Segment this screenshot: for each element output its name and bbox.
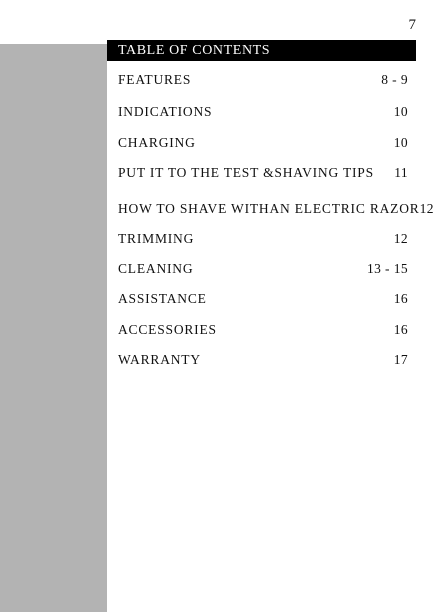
toc-title: TABLE OF CONTENTS	[118, 43, 271, 58]
toc-entry-label: ACCESSORIES	[118, 322, 217, 337]
toc-entry-label: TRIMMING	[118, 231, 195, 246]
toc-entry-label: ASSISTANCE	[118, 291, 207, 306]
page-number: 7	[408, 17, 416, 33]
toc-entry[interactable]	[118, 289, 408, 309]
toc-header	[107, 40, 416, 61]
toc-entry-page: 12	[393, 231, 408, 246]
toc-entry-label: HOW TO SHAVE WITHAN ELECTRIC RAZOR	[118, 201, 420, 216]
toc-entry[interactable]	[118, 259, 408, 279]
toc-entry-page: 10	[393, 135, 408, 150]
toc-entry-label: CHARGING	[118, 135, 196, 150]
toc-entry-page: 8 - 9	[381, 72, 408, 87]
side-band	[0, 44, 107, 612]
toc-entry-label: WARRANTY	[118, 352, 201, 367]
toc-entry[interactable]	[118, 199, 434, 219]
toc-entry-page: 16	[393, 291, 408, 306]
toc-entry[interactable]	[118, 350, 408, 370]
toc-entry[interactable]	[118, 229, 408, 249]
toc-entry-label: INDICATIONS	[118, 104, 213, 119]
toc-entry[interactable]	[118, 133, 408, 153]
toc-entry[interactable]	[118, 320, 408, 340]
toc-entry-page: 17	[393, 352, 408, 367]
toc-entry-page: 10	[393, 104, 408, 119]
toc-entry-label: PUT IT TO THE TEST &SHAVING TIPS	[118, 165, 374, 180]
toc-entry-page: 12	[419, 201, 434, 216]
toc-entry-label: CLEANING	[118, 261, 194, 276]
toc-entry-page: 16	[393, 322, 408, 337]
toc-entry-label: FEATURES	[118, 72, 192, 87]
toc-entry[interactable]	[118, 163, 408, 183]
toc-entry-page: 13 - 15	[366, 261, 408, 276]
toc-entry-page: 11	[394, 165, 408, 180]
toc-entry[interactable]	[118, 70, 408, 90]
toc-entry[interactable]	[118, 102, 408, 122]
